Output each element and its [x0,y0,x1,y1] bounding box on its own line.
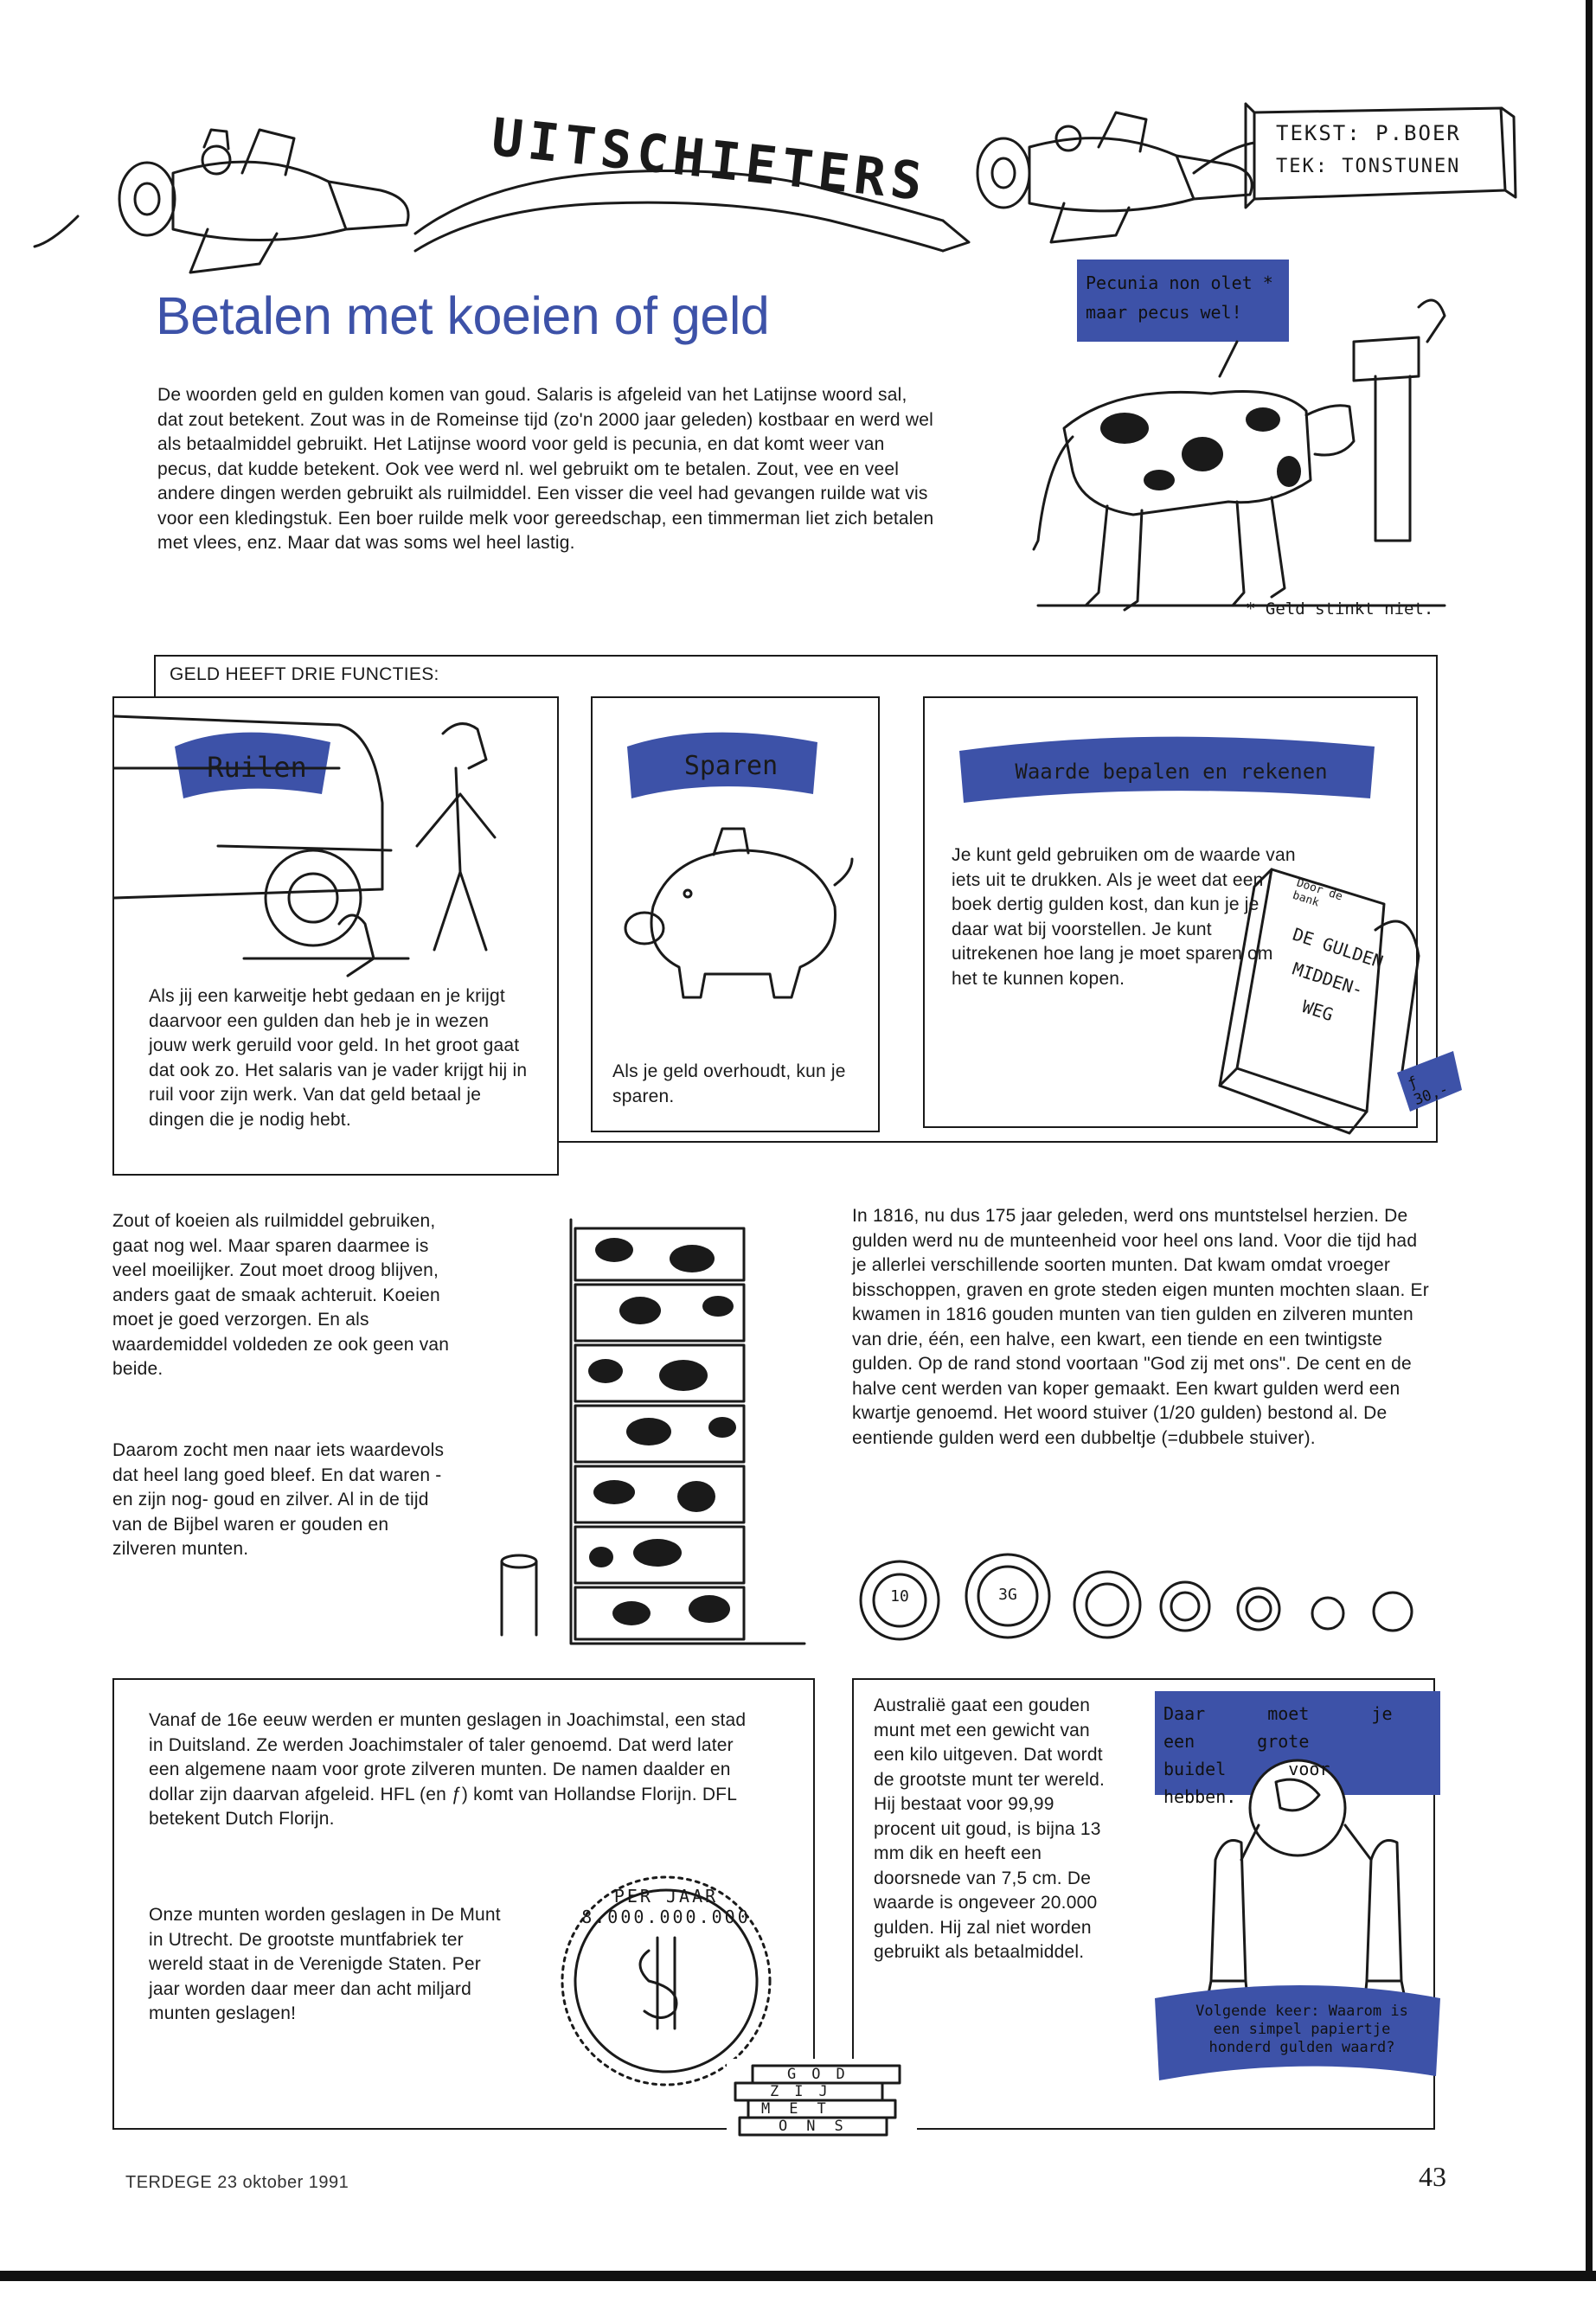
coin-label-10: 10 [890,1587,909,1606]
book-illustration [1202,852,1462,1146]
big-coin-text: PER JAAR 8.000.000.000 [581,1886,751,1927]
joachim-paragraph-2: Onze munten worden geslagen in De Munt in Utrecht. De grootste muntfabriek ter wereld staat in de Verenigde Staten. Per jaar worden daar meer dan acht miljard munten geslagen! [149,1905,501,2023]
price-tag: ƒ 30,- [1405,1073,1452,1110]
article-title: Betalen met koeien of geld [156,286,770,345]
sparen-banner-label: Sparen [683,751,779,781]
ruilen-banner-label: Ruilen [207,751,307,784]
cow-speech: Pecunia non olet * maar pecus wel! [1086,272,1273,323]
waarde-banner-label: Waarde bepalen en rekenen [1015,760,1328,784]
next-time-text: Volgende keer: Waarom is een simpel papiertje honderd gulden waard? [1195,2003,1408,2056]
stack-met: MET [761,2100,845,2118]
credit-text: TEKST: P.BOER [1276,121,1461,145]
publication-footer: TERDEGE 23 oktober 1991 [125,2173,349,2192]
cow-tower-illustration [484,1202,813,1652]
stack-zij: ZIJ [770,2083,843,2100]
stack-ons: ONS [779,2118,862,2135]
credit-drawings: TEK: TONSTUNEN [1276,156,1461,177]
waarde-banner-drawing [925,699,1414,829]
coin-label-3g: 3G [998,1586,1017,1604]
sparen-illustration [593,699,875,1045]
joachim-paragraph-1: Vanaf de 16e eeuw werden er munten geslagen in Joachimstal, een stad in Duitsland. Ze werden Joachimstaler of taler genoemd. Dat werd later een algemene naam voor grote zilveren munten. De namen daalder en dollar zijn daarvan afgeleid. HFL (en ƒ) komt van Hollandse Florijn. DFL betekent Dutch Florijn. [149,1710,747,1829]
book-spine: Door de bank [1291,876,1344,910]
sparen-text: Als je geld overhoudt, kun je sparen. [612,1061,846,1106]
bottom-rule [0,2271,1596,2281]
book-cover-title: DE GULDEN MIDDEN-WEG [1290,923,1386,1026]
australia-paragraph: Australië gaat een gouden munt met een gewicht van een kilo uitgeven. Dat wordt de grootste munt ter wereld. Hij bestaat voor 99,99 procent uit goud, is bijna 13 mm dik en heeft een doorsnede van 7,5 cm. De waarde is ongeveer 20.000 gulden. Hij zal niet worden gebruikt als betaalmiddel. [874,1695,1106,1962]
history-1816-paragraph: In 1816, nu dus 175 jaar geleden, werd ons muntstelsel herzien. De gulden werd nu de munteenheid voor heel ons land. Voor die tijd had je allerlei verschillende soorten munten. Dat kwam omdat vroeger bisschoppen, graven en grote steden eigen munten mochten slaan. Er kwamen in 1816 gouden munten van tien gulden en zilveren munten van drie, één, een halve, een kwart, een tiende en een twintigste gulden. Op de rand stond voortaan "God zij met ons". De cent en de halve cent werden van koper gemaakt. Een kwart gulden werd een kwartje genoemd. Het woord stuiver (1/20 gulden) bestond al. De eentiende gulden werd een dubbeltje (=dubbele stuiver). [852,1206,1429,1448]
cow-cartoon [1012,255,1462,636]
page-number: 43 [1419,2161,1446,2192]
intro-paragraph: De woorden geld en gulden komen van goud. Salaris is afgeleid van het Latijnse woord sal, dat zout betekent. Zout was in de Romeinse tijd (zo'n 2000 jaar geleden) kostbaar en werd wel als betaalmiddel gebruikt. Het Latijnse woord voor geld is pecunia, en dat komt weer van pecus, dat kudde betekent. Ook vee werd nl. wel gebruikt om te betalen. Zout, vee en veel andere dingen werden gebruikt als ruilmiddel. Een visser die veel had gevangen ruilde wat vis voor een kledingstuk. Een boer ruilde melk voor gereedschap, een timmerman liet zich betalen met vlees, enz. Maar dat was soms wel heel lastig. [157,385,934,553]
logo-uitschieters: UITSCHIETERS [488,106,931,214]
zout-paragraph-1: Zout of koeien als ruilmiddel gebruiken, gaat nog wel. Maar sparen daarmee is veel moeilijker. Zout moet droog blijven, anders gaat de smaak achteruit. Koeien moet je goed verzorgen. En als waardemiddel voldeden ze ook geen van beide. [112,1211,450,1379]
australia-cartoon [1129,1687,1458,2085]
australia-speech: Daar moet je een grote buidel voor hebben. [1163,1703,1393,1807]
functions-heading: GELD HEEFT DRIE FUNCTIES: [164,664,445,685]
ruilen-illustration [114,699,555,984]
zout-paragraph-2: Daarom zocht men naar iets waardevols dat heel lang goed bleef. En dat waren -en zijn nog- goud en zilver. Al in de tijd van de Bijbel waren er gouden en zilveren munten. [112,1440,445,1559]
waarde-text: Je kunt geld gebruiken om de waarde van iets uit te drukken. Als je weet dat een boek dertig gulden kost, dan kun je je daar wat bij voorstellen. Je kunt uitrekenen hoe lang je moet sparen om het te kunnen kopen. [952,845,1296,989]
stack-god: GOD [787,2066,861,2083]
cow-footnote: * Geld stinkt niet. [1246,599,1434,619]
ruilen-text: Als jij een karweitje hebt gedaan en je krijgt daarvoor een gulden dan heb je in wezen jouw werk geruild voor geld. In het groot gaat dat ook zo. Het salaris van je vader krijgt hij in ruil voor zijn werk. Van dat geld betaal je dingen die je nodig hebt. [149,986,528,1130]
coin-row [856,1553,1453,1648]
right-rule [1586,0,1593,2275]
coin-stack-illustration [727,2059,917,2137]
